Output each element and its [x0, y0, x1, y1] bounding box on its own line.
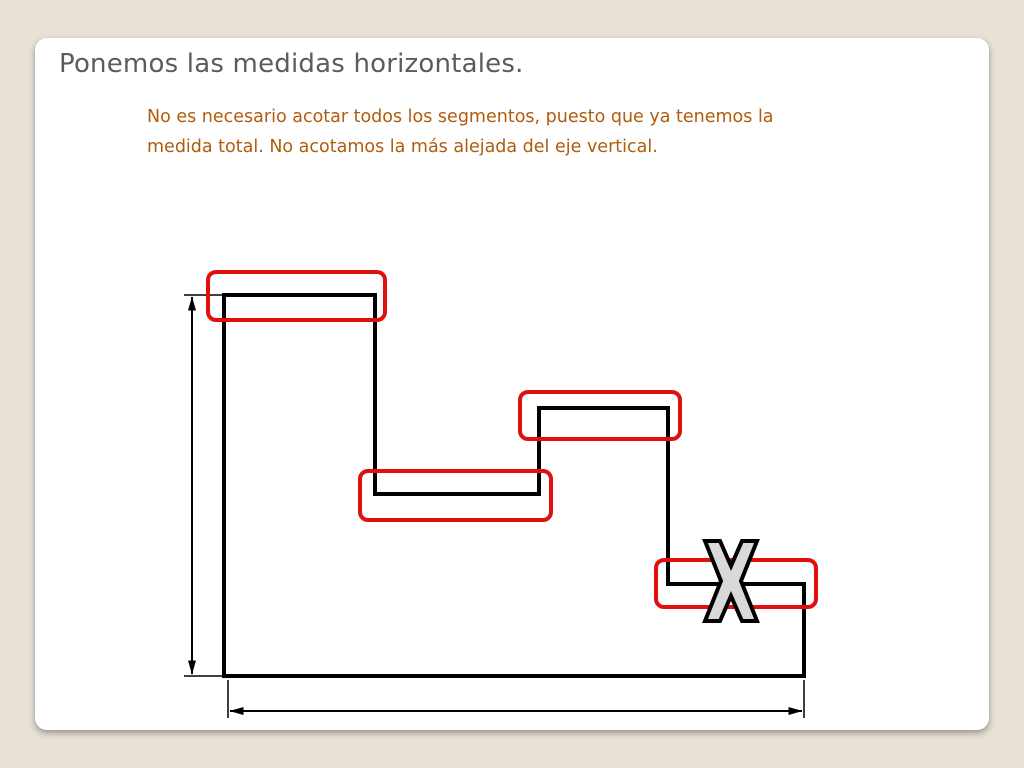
slide-text-line-2: medida total. No acotamos la más alejada del eje vertical. [147, 137, 658, 157]
horizontal-dimension [228, 680, 804, 718]
slide-text-line-1: No es necesario acotar todos los segmentos, puesto que ya tenemos la [147, 107, 774, 127]
slide-title: Ponemos las medidas horizontales. [59, 49, 524, 79]
vertical-dimension [184, 295, 224, 676]
highlight-upper-middle-step [520, 392, 680, 439]
